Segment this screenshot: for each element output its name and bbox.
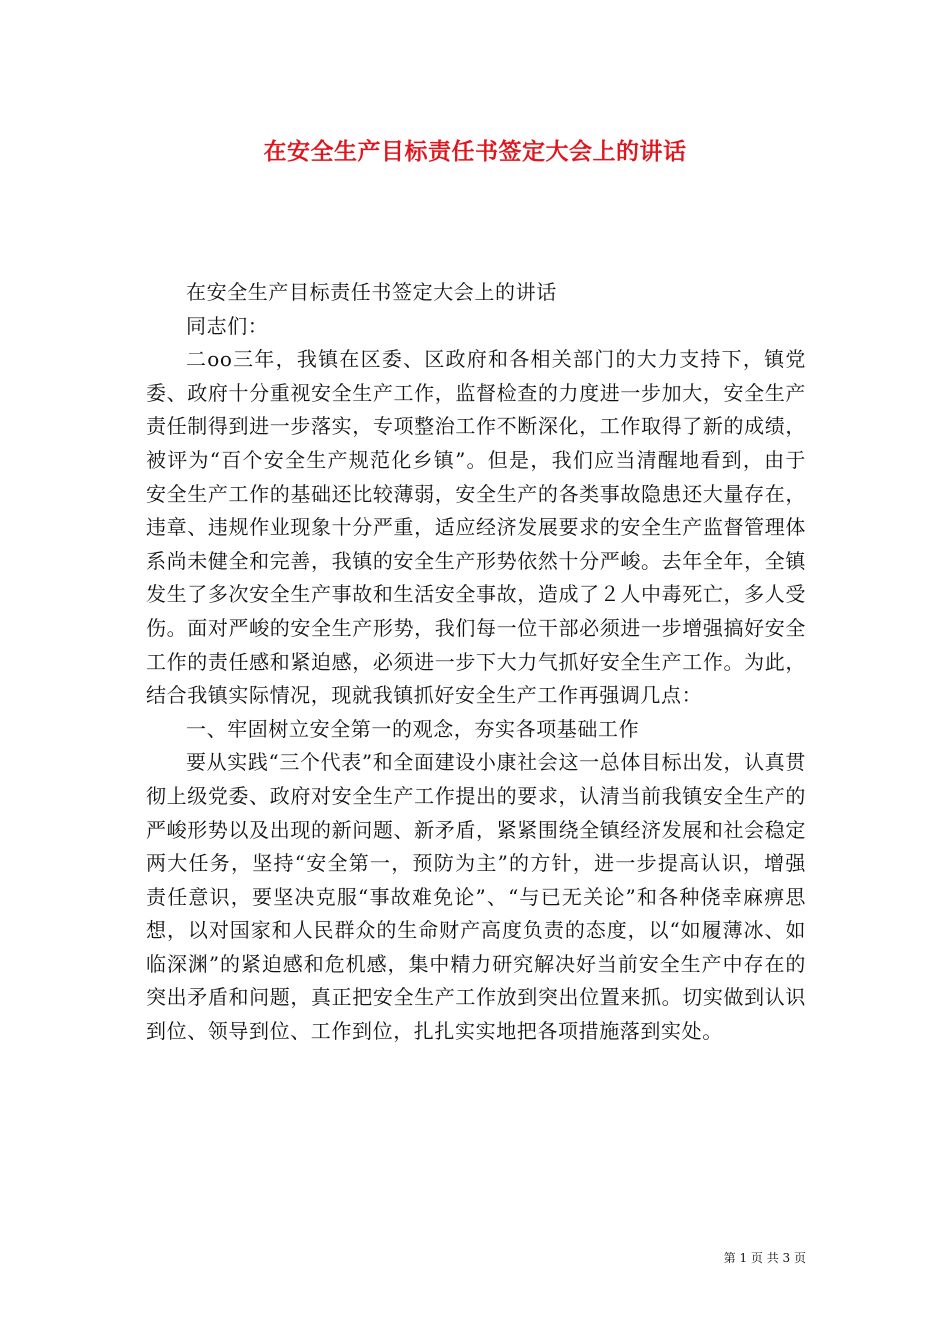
body-heading-line: 在安全生产目标责任书签定大会上的讲话 — [186, 280, 557, 304]
section-heading: 一、牢固树立安全第一的观念，夯实各项基础工作 — [186, 716, 640, 741]
body-paragraph: 要从实践“三个代表”和全面建设小康社会这一总体目标出发，认真贯彻上级党委、政府对安全生产工作提出的要求，认清当前我镇安全生产的严峻形势以及出现的新问题、新矛盾，紧紧围绕全镇经济发展和社会稳定两大任务，坚持“安全第一，预防为主”的方针，进一步提高认识，增强责任意识，要坚决克服“事故难免论”、“与已无关论”和各种侥幸麻痹思想，以对国家和人民群众的生命财产高度负责的态度，以“如履薄冰、如临深渊”的紧迫感和危机感，集中精力研究解决好当前安全生产中存在的突出矛盾和问题，真正把安全生产工作放到突出位置来抓。切实做到认识到位、领导到位、工作到位，扎扎实实地把各项措施落到实处。 — [146, 750, 806, 1044]
page-number: 第 1 页 共 3 页 — [723, 1251, 806, 1265]
body-paragraph: 二oo三年，我镇在区委、区政府和各相关部门的大力支持下，镇党委、政府十分重视安全生产工作，监督检查的力度进一步加大，安全生产责任制得到进一步落实，专项整治工作不断深化，工作取得了新的成绩，被评为“百个安全生产规范化乡镇”。但是，我们应当清醒地看到，由于安全生产工作的基础还比较薄弱，安全生产的各类事故隐患还大量存在，违章、违规作业现象十分严重，适应经济发展要求的安全生产监督管理体系尚未健全和完善，我镇的安全生产形势依然十分严峻。去年全年，全镇发生了多次安全生产事故和生活安全事故，造成了２人中毒死亡，多人受伤。面对严峻的安全生产形势，我们每一位干部必须进一步增强搞好安全工作的责任感和紧迫感，必须进一步下大力气抓好安全生产工作。为此，结合我镇实际情况，现就我镇抓好安全生产工作再强调几点： — [146, 347, 806, 708]
document-title: 在安全生产目标责任书签定大会上的讲话 — [263, 138, 687, 165]
document-body — [146, 276, 806, 1049]
salutation: 同志们： — [186, 313, 269, 338]
